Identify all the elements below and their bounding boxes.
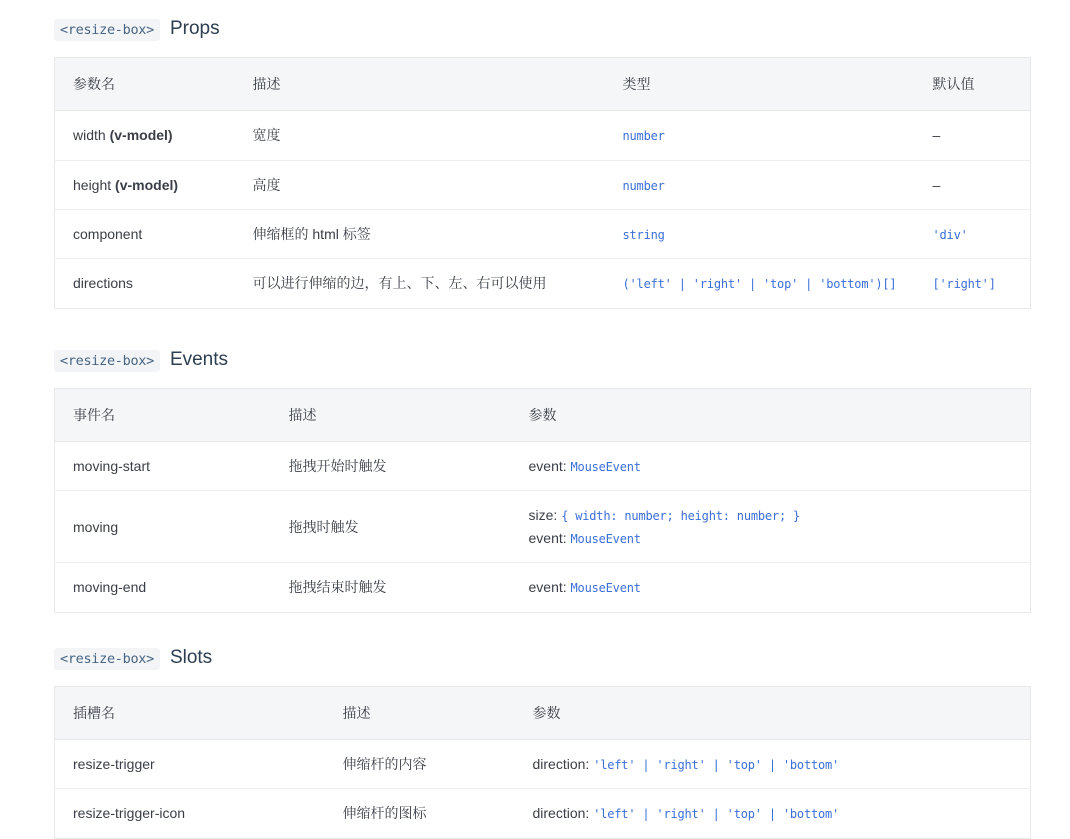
table-row: [55, 111, 1031, 160]
default-value: –: [932, 127, 941, 144]
prop-default-cell: [915, 259, 1031, 308]
default-value: ['right']: [932, 277, 996, 292]
table-header-row: [55, 389, 1031, 442]
param-line: [529, 455, 1013, 477]
type-code: number: [622, 129, 665, 144]
param-type: MouseEvent: [570, 581, 641, 596]
default-value: 'div': [932, 228, 968, 242]
event-params-cell: [511, 491, 1031, 563]
section-props: [54, 18, 1030, 309]
table-row: [55, 563, 1031, 612]
slots-heading-text: Slots: [169, 646, 213, 668]
prop-name-cell: [55, 160, 235, 209]
param-line: [529, 576, 1013, 598]
props-table: [54, 57, 1031, 309]
table-row: [55, 789, 1031, 838]
event-params-cell: [511, 442, 1031, 491]
prop-name: component: [73, 226, 143, 242]
param-label: size:: [528, 507, 558, 524]
prop-description-cell: 可以进行伸缩的边，有上、下、左、右可以使用: [252, 275, 547, 292]
column-header-description: 描述: [235, 58, 605, 111]
slots-heading: [54, 647, 1030, 670]
type-code: ('left' | 'right' | 'top' | 'bottom')[]: [622, 277, 897, 292]
slot-params-cell: [515, 739, 1031, 788]
prop-type-cell: [605, 259, 915, 308]
param-label: event:: [528, 529, 567, 546]
param-type: MouseEvent: [570, 460, 641, 474]
prop-name-modifier: (v-model): [115, 176, 179, 193]
table-row: [55, 160, 1031, 209]
slot-name-cell: resize-trigger: [55, 739, 325, 788]
component-tag-code: <resize-box>: [54, 19, 160, 41]
column-header-params: 参数: [515, 686, 1031, 739]
table-row: [55, 259, 1031, 308]
param-type: 'left' | 'right' | 'top' | 'bottom': [593, 807, 840, 822]
event-name-cell: moving: [55, 491, 271, 563]
type-code: number: [622, 178, 665, 193]
param-label: event:: [528, 579, 567, 596]
param-type: { width: number; height: number; }: [561, 509, 801, 524]
prop-name-cell: [55, 259, 235, 308]
table-row: [55, 442, 1031, 491]
table-row: [55, 210, 1031, 259]
default-value: –: [932, 176, 941, 193]
column-header-param-name: 参数名: [55, 58, 235, 111]
props-heading-text: Props: [169, 18, 220, 39]
table-header-row: [55, 686, 1031, 739]
type-code: string: [622, 228, 665, 242]
prop-name-cell: [55, 210, 235, 259]
param-label: direction:: [532, 805, 590, 822]
column-header-slot-name: 插槽名: [55, 686, 325, 739]
event-name-cell: moving-start: [55, 442, 271, 491]
column-header-default: 默认值: [915, 58, 1031, 111]
prop-default-cell: [915, 111, 1031, 160]
prop-description-cell: 高度: [235, 160, 605, 209]
event-params-cell: [511, 563, 1031, 612]
prop-description-cell: 宽度: [235, 111, 605, 160]
slot-description-cell: 伸缩杆的图标: [342, 805, 427, 822]
section-slots: [54, 647, 1030, 839]
column-header-params: 参数: [511, 389, 1031, 442]
slot-name-cell: resize-trigger-icon: [73, 805, 186, 822]
event-description-cell: 拖拽结束时触发: [288, 579, 387, 596]
section-events: [54, 349, 1030, 613]
prop-default-cell: [915, 210, 1031, 259]
prop-name-modifier: (v-model): [109, 127, 173, 144]
prop-type-cell: [605, 160, 915, 209]
section-spacer: [54, 313, 1030, 349]
slot-description-cell: 伸缩杆的内容: [325, 739, 515, 788]
events-table: [54, 388, 1031, 613]
prop-type-cell: [605, 111, 915, 160]
prop-type-cell: [605, 210, 915, 259]
component-tag-code: <resize-box>: [54, 350, 160, 372]
param-label: direction:: [532, 755, 590, 772]
events-heading: [54, 349, 1030, 372]
param-type: MouseEvent: [570, 531, 641, 546]
table-row: [55, 739, 1031, 788]
component-tag-code: <resize-box>: [54, 648, 160, 670]
props-heading: [54, 18, 1030, 41]
prop-default-cell: [915, 160, 1031, 209]
param-line: [533, 802, 1013, 824]
column-header-type: 类型: [605, 58, 915, 111]
event-name-cell: moving-end: [73, 579, 147, 596]
column-header-description: 描述: [271, 389, 511, 442]
param-line: [529, 504, 1013, 526]
column-header-event-name: 事件名: [55, 389, 271, 442]
slots-table: [54, 686, 1031, 839]
slot-params-cell: [515, 789, 1031, 838]
table-header-row: [55, 58, 1031, 111]
event-description-cell: 拖拽时触发: [271, 491, 511, 563]
prop-name-cell: [55, 111, 235, 160]
section-spacer: [54, 617, 1030, 647]
param-label: event:: [528, 458, 567, 474]
prop-name: directions: [73, 275, 133, 292]
column-header-description: 描述: [325, 686, 515, 739]
table-row: [55, 491, 1031, 563]
event-description-cell: 拖拽开始时触发: [271, 442, 511, 491]
prop-description-cell: 伸缩框的 html 标签: [235, 210, 605, 259]
param-type: 'left' | 'right' | 'top' | 'bottom': [593, 757, 840, 772]
prop-name: width: [73, 127, 110, 144]
prop-name: height: [73, 176, 116, 193]
param-line: [529, 527, 1013, 549]
events-heading-text: Events: [169, 348, 229, 370]
param-line: [533, 753, 1013, 775]
